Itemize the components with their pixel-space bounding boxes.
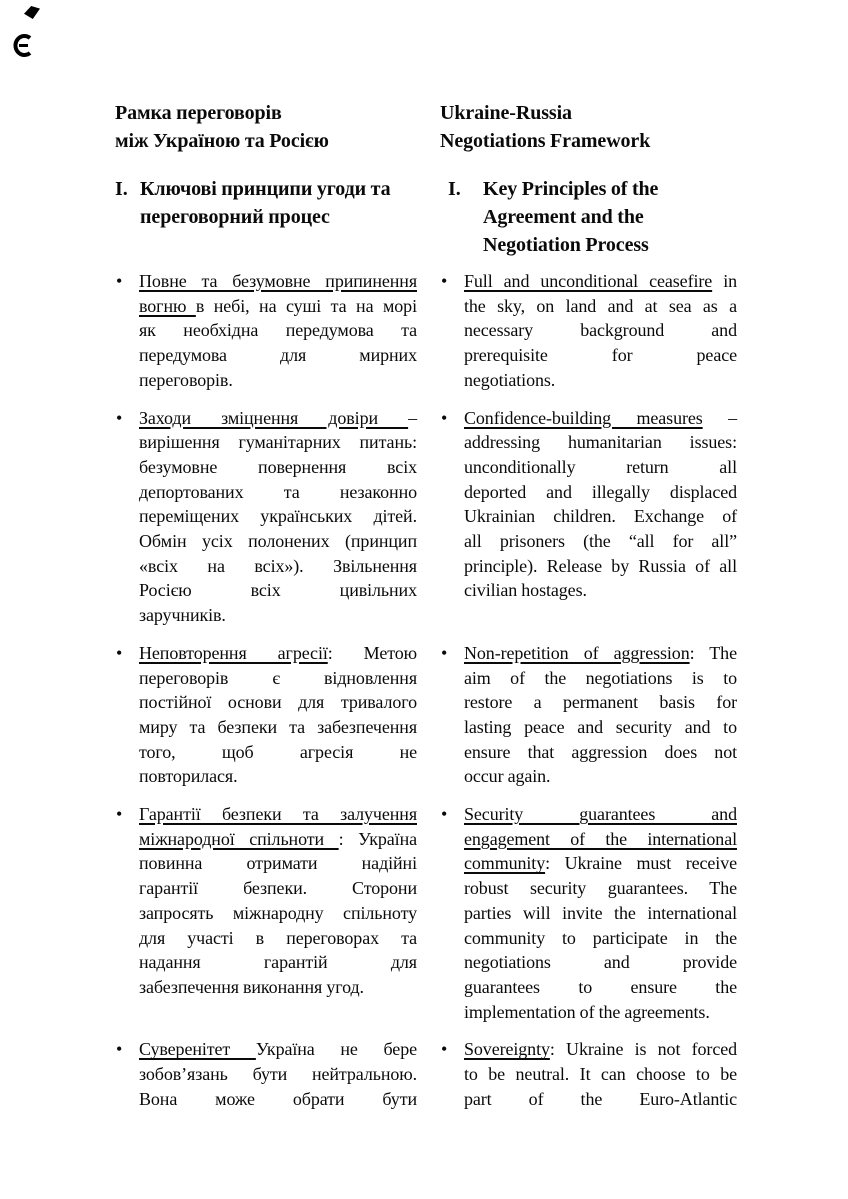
text-line [139,318,417,343]
underlined-text: Повне та безумовне припинення [139,271,417,291]
underlined-text: Заходи зміцнення довіри [139,407,409,428]
text-line [464,1087,737,1112]
text-line [139,827,417,852]
text-line [139,406,417,431]
text-line [139,666,417,691]
bullet-marker: • [116,642,123,663]
text-line [464,876,737,901]
underlined-text: Confidence-building measures [464,407,703,428]
text-segment: миру та безпеки та забезпечення [139,716,417,737]
bullet-item-ua [115,641,417,789]
text-segment: : Ukraine must receive [545,853,737,874]
text-segment: prerequisite for peace [464,345,737,366]
underlined-text: міжнародної спільноти [139,828,339,849]
text-line: Рамка переговорів [115,102,282,124]
text-segment: вирішення гуманітарних питань: [139,432,417,453]
text-segment: lasting peace and security and to [464,716,737,737]
text-line [139,480,417,505]
text-segment: – [408,407,417,428]
bullet-item-ua [115,406,417,628]
underlined-text: Full and unconditional ceasefire [464,271,713,291]
text-line [464,740,737,765]
text-segment: parties will invite the international [464,902,737,923]
bullet-item-en [440,802,737,1024]
text-line [464,1000,737,1025]
text-line [464,901,737,926]
section-heading-text [140,175,417,231]
section-number: I. [115,178,128,200]
text-segment: передумова для мирних [139,345,417,366]
text-line [139,690,417,715]
bullet-marker: • [441,1039,448,1060]
underlined-text: community [464,853,546,874]
text-line [464,975,737,1000]
bullet-text [464,641,737,789]
text-segment: депортованих та незаконно [139,481,417,502]
text-segment: ensure that aggression does not [464,741,737,762]
text-segment: negotiations and provide [464,952,737,973]
text-line [139,851,417,876]
text-line [139,529,417,554]
text-segment: переговорів є відновлення [139,667,417,688]
bullet-marker: • [116,1039,123,1060]
bullet-list [115,269,737,1112]
text-segment: забезпечення виконання угод. [139,976,364,997]
text-segment: запросять міжнародну спільноту [139,902,417,923]
text-line: переговорний процес [140,206,330,228]
text-line [464,715,737,740]
text-line [139,715,417,740]
text-line [139,294,417,319]
text-line [139,1062,417,1087]
text-line [464,1062,737,1087]
document-content [115,99,737,1112]
text-segment: : Метою [327,642,417,663]
document-title-en [440,99,737,155]
bullet-text [139,1037,417,1111]
text-line [139,343,417,368]
text-segment: deported and illegally displaced [464,481,737,502]
underlined-text: engagement of the international [464,828,737,849]
text-line [464,294,737,319]
bullet-row [115,1037,737,1111]
text-line [464,406,737,431]
text-segment: addressing humanitarian issues: [464,432,737,453]
text-segment: part of the Euro-Atlantic [464,1088,737,1109]
text-segment: community to participate in the [464,927,737,948]
text-line [464,368,737,393]
bullet-marker: • [116,804,123,825]
text-line [139,455,417,480]
text-line [464,827,737,852]
underlined-text: Гарантії безпеки та залучення [139,804,417,825]
underlined-text: Неповторення агресії [139,642,328,663]
text-segment: Ukrainian children. Exchange of [464,506,737,527]
ink-artifact [24,6,40,19]
text-segment: заручників. [139,605,226,626]
text-segment: : The [689,642,737,663]
text-line: між Україною та Росією [115,130,329,152]
text-line [464,554,737,579]
text-line [139,975,417,1000]
bullet-marker: • [116,407,123,428]
bullet-text [139,641,417,789]
text-segment: implementation of the agreements. [464,1001,710,1022]
text-segment: повинна отримати надійні [139,853,417,874]
text-segment: переміщених українських дітей. [139,506,417,527]
text-segment: – [702,407,737,428]
text-line: Negotiations Framework [440,130,651,152]
text-line [464,802,737,827]
text-line [139,876,417,901]
text-line [139,641,417,666]
text-segment: повторилася. [139,766,238,787]
text-line [139,554,417,579]
text-line [139,764,417,789]
text-line [139,1037,417,1062]
bullet-text [464,802,737,1024]
text-segment: : Ukraine is not forced [549,1039,737,1060]
text-segment: negotiations. [464,369,556,390]
text-segment: Обмін усіх полонених (принцип [139,531,417,552]
text-line [139,368,417,393]
text-segment: in [712,271,737,291]
underlined-text: Суверенітет [139,1039,256,1060]
bullet-item-en [440,406,737,604]
text-line [464,529,737,554]
document-title-ua [115,99,417,155]
text-segment: occur again. [464,766,551,787]
text-segment: безумовне повернення всіх [139,456,417,477]
text-segment: Росією всіх цивільних [139,580,417,601]
text-line: Ключові принципи угоди та [140,178,391,200]
text-line: Agreement and the [483,206,644,228]
section-heading-en [440,175,737,259]
bullet-marker: • [441,642,448,663]
text-segment: надання гарантій для [139,952,417,973]
section-heading-text [483,175,737,259]
text-line [139,802,417,827]
text-line: Negotiation Process [483,234,649,256]
bullet-row [115,269,737,393]
text-line [464,343,737,368]
bullet-row [115,406,737,628]
text-line [139,603,417,628]
underlined-text: Sovereignty [464,1039,550,1060]
text-segment: для участі в переговорах та [139,927,417,948]
bullet-row [115,802,737,1024]
bullet-text [139,269,417,393]
bullet-text [464,1037,737,1111]
bullet-marker: • [441,804,448,825]
bullet-item-ua [115,802,417,1000]
text-segment: principle). Release by Russia of all [464,555,737,576]
text-line [139,926,417,951]
text-line [464,926,737,951]
text-line [464,950,737,975]
text-segment: civilian hostages. [464,580,587,601]
text-segment: «всіх на всіх»). Звільнення [139,555,417,576]
section-heading-ua [115,175,417,231]
text-line: Key Principles of the [483,178,659,200]
bullet-text [139,802,417,1000]
text-line [464,455,737,480]
text-segment: зобов’язань бути нейтральною. [139,1064,417,1085]
bullet-marker: • [116,271,123,291]
bullet-item-en [440,641,737,789]
text-segment: гарантії безпеки. Сторони [139,878,417,899]
text-line [139,504,417,529]
text-segment: того, щоб агресія не [139,741,417,762]
text-segment: unconditionally return all [464,456,737,477]
text-line [139,430,417,455]
text-line [139,1087,417,1112]
text-line [464,851,737,876]
title-row [115,99,737,155]
text-line [139,901,417,926]
text-segment: restore a permanent basis for [464,692,737,713]
text-line [464,504,737,529]
section-heading-row [115,175,737,259]
text-segment: robust security guarantees. The [464,878,737,899]
text-line [139,740,417,765]
text-line [464,318,737,343]
text-segment: як необхідна передумова та [139,320,417,341]
ink-artifact [13,33,33,58]
text-line [464,666,737,691]
text-segment: Україна не бере [255,1039,417,1060]
text-segment: в небі, на суші та на морі [195,295,417,316]
bullet-text [139,406,417,628]
text-segment: the sky, on land and at sea as a [464,295,737,316]
text-segment: : Україна [338,828,417,849]
underlined-text: Security guarantees and [464,804,737,825]
text-line [464,269,737,294]
text-segment: all prisoners (the “all for all” [464,531,737,552]
text-line [464,578,737,603]
text-line [139,269,417,294]
text-line [464,641,737,666]
text-line [464,690,737,715]
text-segment: постійної основи для тривалого [139,692,417,713]
bullet-item-en [440,1037,737,1111]
text-segment: to be neutral. It can choose to be [464,1064,737,1085]
bullet-marker: • [441,407,448,428]
text-segment: necessary background and [464,320,737,341]
bullet-item-en [440,269,737,393]
bullet-text [464,406,737,604]
underlined-text: Non-repetition of aggression [464,642,690,663]
underlined-text: вогню [139,295,196,316]
text-line [464,430,737,455]
text-line [139,578,417,603]
bullet-item-ua [115,269,417,393]
bullet-item-ua [115,1037,417,1111]
text-segment: Вона може обрати бути [139,1088,417,1109]
text-line [464,764,737,789]
section-number: I. [448,178,461,200]
bullet-text [464,269,737,393]
text-line [464,1037,737,1062]
bullet-marker: • [441,271,448,291]
text-line: Ukraine-Russia [440,102,572,124]
text-line [464,480,737,505]
text-segment: guarantees to ensure the [464,976,737,997]
text-line [139,950,417,975]
text-segment: переговорів. [139,369,233,390]
bullet-row [115,641,737,789]
text-segment: aim of the negotiations is to [464,667,737,688]
